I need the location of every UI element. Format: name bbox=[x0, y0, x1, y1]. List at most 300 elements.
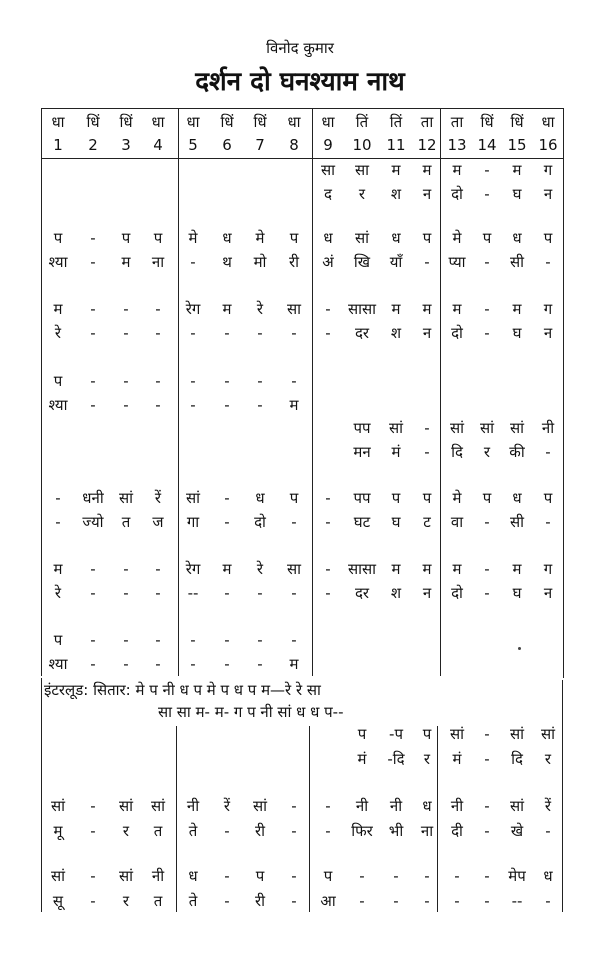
swar-cell: सां bbox=[509, 419, 525, 437]
swar-cell: रे bbox=[54, 584, 62, 602]
swar-cell: प bbox=[323, 867, 333, 885]
swar-cell: ध bbox=[323, 229, 333, 247]
swar-cell: सासा bbox=[347, 300, 377, 318]
beat-number: 8 bbox=[289, 136, 299, 154]
swar-cell: ध bbox=[543, 867, 553, 885]
swar-cell: ज bbox=[152, 513, 164, 531]
swar-cell: म bbox=[391, 560, 401, 578]
swar-cell: प bbox=[422, 725, 432, 743]
swar-cell: - bbox=[224, 513, 230, 531]
swar-cell: - bbox=[484, 725, 490, 743]
swar-cell: प bbox=[53, 631, 63, 649]
swar-cell: - bbox=[484, 324, 490, 342]
swar-cell: म bbox=[289, 396, 299, 414]
swar-cell: मं bbox=[452, 750, 462, 768]
beat-number: 7 bbox=[255, 136, 265, 154]
swar-cell: - bbox=[393, 867, 399, 885]
swar-cell: - bbox=[90, 324, 96, 342]
swar-cell: सां bbox=[388, 419, 404, 437]
swar-cell: ज्यो bbox=[82, 513, 104, 531]
swar-cell: दो bbox=[451, 185, 463, 203]
swar-cell: - bbox=[190, 655, 196, 673]
swar-cell: प bbox=[255, 867, 265, 885]
swar-cell: की bbox=[509, 443, 525, 461]
swar-cell: सां bbox=[449, 725, 465, 743]
swar-cell: - bbox=[123, 584, 129, 602]
swar-cell: - bbox=[90, 253, 96, 271]
beat-number: 4 bbox=[153, 136, 163, 154]
swar-cell: - bbox=[190, 372, 196, 390]
swar-cell: प्या bbox=[448, 253, 466, 271]
swar-cell: - bbox=[123, 655, 129, 673]
swar-cell: - bbox=[424, 867, 430, 885]
swar-cell: सां bbox=[50, 797, 66, 815]
swar-cell: - bbox=[190, 396, 196, 414]
swar-cell: प bbox=[53, 372, 63, 390]
swar-cell: - bbox=[545, 822, 551, 840]
swar-cell: री bbox=[254, 892, 266, 910]
swar-cell: - bbox=[190, 324, 196, 342]
swar-cell: - bbox=[484, 797, 490, 815]
swar-cell: ग bbox=[543, 300, 553, 318]
swar-cell: म bbox=[452, 300, 462, 318]
swar-cell: नी bbox=[541, 419, 555, 437]
swar-cell: मे bbox=[452, 489, 462, 507]
swar-cell: प bbox=[543, 229, 553, 247]
swar-cell: र bbox=[544, 750, 552, 768]
swar-cell: री bbox=[254, 822, 266, 840]
swar-cell: - bbox=[257, 655, 263, 673]
swar-cell: र bbox=[483, 443, 491, 461]
swar-cell: - bbox=[484, 892, 490, 910]
swar-cell: सां bbox=[118, 797, 134, 815]
swar-cell: पप bbox=[353, 489, 371, 507]
swar-cell: प bbox=[482, 489, 492, 507]
swar-cell: - bbox=[291, 797, 297, 815]
swar-cell: - bbox=[484, 300, 490, 318]
swar-cell: घ bbox=[512, 185, 522, 203]
swar-cell: - bbox=[545, 513, 551, 531]
swar-cell: सां bbox=[354, 229, 370, 247]
swar-cell: दर bbox=[354, 324, 370, 342]
swar-cell: - bbox=[90, 372, 96, 390]
swar-cell: -- bbox=[511, 892, 523, 910]
bol-label: ता bbox=[420, 113, 434, 131]
swar-cell: म bbox=[222, 300, 232, 318]
header-top-rule bbox=[41, 108, 563, 109]
swar-cell: रेग bbox=[185, 560, 201, 578]
swar-cell: नी bbox=[355, 797, 369, 815]
swar-cell: - bbox=[224, 631, 230, 649]
swar-cell: - bbox=[257, 372, 263, 390]
vibhag-divider bbox=[41, 678, 42, 912]
swar-cell: म bbox=[53, 560, 63, 578]
swar-cell: नी bbox=[186, 797, 200, 815]
bol-label: ता bbox=[450, 113, 464, 131]
swar-cell: - bbox=[291, 631, 297, 649]
swar-cell: - bbox=[484, 822, 490, 840]
swar-cell: - bbox=[325, 584, 331, 602]
vibhag-divider bbox=[563, 108, 564, 678]
swar-cell: - bbox=[155, 372, 161, 390]
swar-cell: मन bbox=[353, 443, 371, 461]
swar-cell: धनी bbox=[82, 489, 104, 507]
swar-cell: दि bbox=[511, 750, 523, 768]
swar-cell: - bbox=[90, 396, 96, 414]
swar-cell: - bbox=[484, 560, 490, 578]
swar-cell: सा bbox=[320, 161, 336, 179]
swar-cell: - bbox=[454, 892, 460, 910]
swar-cell: - bbox=[123, 560, 129, 578]
swar-cell: खि bbox=[353, 253, 371, 271]
swar-cell: प bbox=[422, 489, 432, 507]
swar-cell: सां bbox=[118, 489, 134, 507]
swar-cell: - bbox=[484, 750, 490, 768]
swar-cell: - bbox=[155, 324, 161, 342]
vibhag-divider bbox=[309, 726, 310, 912]
swar-cell: म bbox=[452, 560, 462, 578]
swar-cell: - bbox=[291, 513, 297, 531]
swar-cell: मो bbox=[253, 253, 267, 271]
swar-cell: सां bbox=[252, 797, 268, 815]
swar-cell: - bbox=[90, 300, 96, 318]
swar-cell: सां bbox=[509, 797, 525, 815]
swar-cell: - bbox=[325, 513, 331, 531]
song-title: दर्शन दो घनश्याम नाथ bbox=[195, 67, 405, 97]
swar-cell: - bbox=[484, 867, 490, 885]
beat-number: 9 bbox=[323, 136, 333, 154]
swar-cell: - bbox=[393, 892, 399, 910]
swar-cell: - bbox=[224, 396, 230, 414]
swar-cell: - bbox=[424, 253, 430, 271]
swar-cell: - bbox=[224, 324, 230, 342]
swar-cell: - bbox=[90, 631, 96, 649]
swar-cell: - bbox=[545, 253, 551, 271]
swar-cell: म bbox=[452, 161, 462, 179]
bol-label: धिं bbox=[253, 113, 267, 131]
swar-cell: म bbox=[289, 655, 299, 673]
swar-cell: - bbox=[90, 655, 96, 673]
swar-cell: दर bbox=[354, 584, 370, 602]
swar-cell: - bbox=[454, 867, 460, 885]
swar-cell: प bbox=[543, 489, 553, 507]
swar-cell: - bbox=[155, 584, 161, 602]
swar-cell: श्या bbox=[48, 655, 68, 673]
swar-cell: प bbox=[121, 229, 131, 247]
swar-cell: प bbox=[153, 229, 163, 247]
swar-cell: ध bbox=[512, 229, 522, 247]
bol-label: धा bbox=[151, 113, 165, 131]
swar-cell: - bbox=[424, 443, 430, 461]
swar-cell: रें bbox=[223, 797, 231, 815]
swar-cell: म bbox=[422, 560, 432, 578]
swar-cell: प bbox=[422, 229, 432, 247]
swar-cell: - bbox=[155, 396, 161, 414]
swar-cell: म bbox=[422, 300, 432, 318]
swar-cell: ग bbox=[543, 161, 553, 179]
swar-cell: म bbox=[512, 560, 522, 578]
swar-cell: - bbox=[484, 161, 490, 179]
swar-cell: सी bbox=[509, 513, 525, 531]
beat-number: 16 bbox=[538, 136, 558, 154]
swar-cell: घ bbox=[512, 584, 522, 602]
swar-cell: मे bbox=[255, 229, 265, 247]
swar-cell: खे bbox=[510, 822, 524, 840]
swar-cell: न bbox=[543, 185, 553, 203]
bol-label: धा bbox=[541, 113, 555, 131]
swar-cell: ध bbox=[512, 489, 522, 507]
swar-cell: - bbox=[291, 822, 297, 840]
swar-cell: ट bbox=[423, 513, 431, 531]
swar-cell: ध bbox=[255, 489, 265, 507]
swar-cell: न bbox=[422, 185, 432, 203]
bol-label: धिं bbox=[480, 113, 494, 131]
swar-cell: प bbox=[289, 229, 299, 247]
swar-cell: सां bbox=[479, 419, 495, 437]
swar-cell: - bbox=[155, 300, 161, 318]
swar-cell: ते bbox=[188, 892, 198, 910]
swar-cell: श bbox=[390, 324, 402, 342]
beat-number: 13 bbox=[447, 136, 467, 154]
bol-label: धिं bbox=[86, 113, 100, 131]
swar-cell: श bbox=[390, 185, 402, 203]
bol-label: धा bbox=[321, 113, 335, 131]
swar-cell: - bbox=[224, 372, 230, 390]
swar-cell: प bbox=[391, 489, 401, 507]
swar-cell: घ bbox=[512, 324, 522, 342]
beat-number: 5 bbox=[188, 136, 198, 154]
swar-cell: - bbox=[123, 300, 129, 318]
swar-cell: -प bbox=[389, 725, 403, 743]
swar-cell: दो bbox=[254, 513, 266, 531]
swar-cell: मं bbox=[391, 443, 401, 461]
swar-cell: त bbox=[121, 513, 131, 531]
swar-cell: - bbox=[484, 513, 490, 531]
swar-cell: - bbox=[123, 396, 129, 414]
swar-cell: ग bbox=[543, 560, 553, 578]
swar-cell: सां bbox=[509, 725, 525, 743]
swar-cell: सासा bbox=[347, 560, 377, 578]
swar-cell: सा bbox=[286, 560, 302, 578]
swar-cell: - bbox=[224, 584, 230, 602]
swar-cell: म bbox=[391, 161, 401, 179]
swar-cell: सा bbox=[354, 161, 370, 179]
vibhag-divider bbox=[176, 726, 177, 912]
swar-cell: ना bbox=[151, 253, 165, 271]
swar-cell: - bbox=[155, 631, 161, 649]
swar-cell: - bbox=[90, 229, 96, 247]
swar-cell: - bbox=[224, 892, 230, 910]
swar-cell: घट bbox=[353, 513, 371, 531]
swar-cell: - bbox=[55, 489, 61, 507]
swar-cell: -- bbox=[187, 584, 199, 602]
swar-cell: - bbox=[257, 584, 263, 602]
swar-cell: - bbox=[90, 822, 96, 840]
swar-cell: - bbox=[90, 892, 96, 910]
swar-cell: - bbox=[359, 867, 365, 885]
swar-cell: - bbox=[424, 419, 430, 437]
swar-cell: - bbox=[90, 584, 96, 602]
header-bottom-rule bbox=[41, 158, 563, 159]
swar-cell: श bbox=[390, 584, 402, 602]
swar-cell: - bbox=[545, 892, 551, 910]
swar-cell: - bbox=[123, 372, 129, 390]
bol-label: तिं bbox=[389, 113, 403, 131]
swar-cell: प bbox=[482, 229, 492, 247]
swar-cell: रे bbox=[256, 300, 264, 318]
swar-cell: रे bbox=[54, 324, 62, 342]
swar-cell: री bbox=[288, 253, 300, 271]
swar-cell: - bbox=[90, 797, 96, 815]
swar-cell: फिर bbox=[351, 822, 373, 840]
swar-cell: - bbox=[123, 324, 129, 342]
swar-cell: सां bbox=[150, 797, 166, 815]
swar-cell: प bbox=[357, 725, 367, 743]
swar-cell: - bbox=[291, 324, 297, 342]
swar-cell: सां bbox=[50, 867, 66, 885]
swar-cell: थ bbox=[222, 253, 232, 271]
swar-cell: - bbox=[55, 513, 61, 531]
beat-number: 3 bbox=[121, 136, 131, 154]
swar-cell: सां bbox=[449, 419, 465, 437]
swar-cell: - bbox=[291, 584, 297, 602]
beat-number: 6 bbox=[222, 136, 232, 154]
swar-cell: गा bbox=[186, 513, 200, 531]
swar-cell: ध bbox=[422, 797, 432, 815]
swar-cell: मं bbox=[357, 750, 367, 768]
swar-cell: - bbox=[224, 867, 230, 885]
swar-cell: त bbox=[153, 892, 163, 910]
swar-cell: - bbox=[484, 185, 490, 203]
beat-number: 12 bbox=[417, 136, 437, 154]
bol-label: धा bbox=[287, 113, 301, 131]
swar-cell: - bbox=[224, 489, 230, 507]
swar-cell: - bbox=[325, 797, 331, 815]
swar-cell: त bbox=[153, 822, 163, 840]
swar-cell: ध bbox=[222, 229, 232, 247]
swar-cell: श्या bbox=[48, 253, 68, 271]
swar-cell: नी bbox=[151, 867, 165, 885]
interlude-line-2: सा सा म- म- ग प नी सां ध ध प-- bbox=[158, 703, 344, 721]
beat-number: 10 bbox=[352, 136, 372, 154]
swar-cell: न bbox=[543, 324, 553, 342]
bol-label: धिं bbox=[119, 113, 133, 131]
vibhag-divider bbox=[41, 108, 42, 676]
swar-cell: न bbox=[543, 584, 553, 602]
swar-cell: - bbox=[484, 253, 490, 271]
swar-cell: घ bbox=[391, 513, 401, 531]
swar-cell: म bbox=[512, 300, 522, 318]
swar-cell: - bbox=[325, 822, 331, 840]
swar-cell: - bbox=[325, 324, 331, 342]
swar-cell: ध bbox=[188, 867, 198, 885]
swar-cell: द bbox=[324, 185, 332, 203]
swar-cell: म bbox=[512, 161, 522, 179]
bol-label: तिं bbox=[355, 113, 369, 131]
swar-cell: नी bbox=[389, 797, 403, 815]
swar-cell: दि bbox=[451, 443, 463, 461]
swar-cell: वा bbox=[450, 513, 464, 531]
swar-cell: म bbox=[222, 560, 232, 578]
swar-cell: दी bbox=[451, 822, 463, 840]
swar-cell: - bbox=[190, 631, 196, 649]
beat-number: 15 bbox=[507, 136, 527, 154]
bol-label: धिं bbox=[220, 113, 234, 131]
swar-cell: - bbox=[257, 396, 263, 414]
swar-cell: रेग bbox=[185, 300, 201, 318]
swar-cell: रें bbox=[154, 489, 162, 507]
swar-cell: पप bbox=[353, 419, 371, 437]
author-name: विनोद कुमार bbox=[266, 39, 334, 57]
swar-cell: सा bbox=[286, 300, 302, 318]
swar-cell: भी bbox=[388, 822, 404, 840]
swar-cell: - bbox=[545, 443, 551, 461]
swar-cell: - bbox=[224, 822, 230, 840]
swar-cell: मू bbox=[53, 822, 63, 840]
swar-cell: - bbox=[90, 560, 96, 578]
swar-cell: प bbox=[289, 489, 299, 507]
beat-number: 14 bbox=[477, 136, 497, 154]
beat-number: 1 bbox=[53, 136, 63, 154]
swar-cell: - bbox=[155, 655, 161, 673]
swar-cell: सां bbox=[540, 725, 556, 743]
swar-cell: र bbox=[423, 750, 431, 768]
swar-cell: - bbox=[291, 372, 297, 390]
swar-cell: - bbox=[155, 560, 161, 578]
swar-cell: - bbox=[224, 655, 230, 673]
swar-cell: र bbox=[122, 892, 130, 910]
swar-cell: - bbox=[325, 300, 331, 318]
swar-cell: याँ bbox=[389, 253, 403, 271]
swar-cell: र bbox=[122, 822, 130, 840]
swar-cell: - bbox=[257, 324, 263, 342]
swar-cell: - bbox=[291, 867, 297, 885]
swar-cell: नी bbox=[450, 797, 464, 815]
swar-cell: - bbox=[257, 631, 263, 649]
swar-cell: - bbox=[359, 892, 365, 910]
swar-cell: - bbox=[190, 253, 196, 271]
swar-cell: रें bbox=[544, 797, 552, 815]
swar-cell: - bbox=[123, 631, 129, 649]
bol-label: धा bbox=[186, 113, 200, 131]
bol-label: धा bbox=[51, 113, 65, 131]
swar-cell: - bbox=[484, 584, 490, 602]
bol-label: धिं bbox=[510, 113, 524, 131]
swar-cell: दो bbox=[451, 584, 463, 602]
swar-cell: दो bbox=[451, 324, 463, 342]
swar-cell: ते bbox=[188, 822, 198, 840]
swar-cell: मे bbox=[188, 229, 198, 247]
swar-cell: सां bbox=[185, 489, 201, 507]
swar-cell: न bbox=[422, 584, 432, 602]
swar-cell: रे bbox=[256, 560, 264, 578]
swar-cell: अं bbox=[322, 253, 334, 271]
swar-cell: मेप bbox=[508, 867, 526, 885]
swar-cell: श्या bbox=[48, 396, 68, 414]
swar-cell: सी bbox=[509, 253, 525, 271]
swar-cell: न bbox=[422, 324, 432, 342]
swar-cell: ना bbox=[420, 822, 434, 840]
beat-number: 2 bbox=[88, 136, 98, 154]
swar-cell: म bbox=[121, 253, 131, 271]
swar-cell: मे bbox=[452, 229, 462, 247]
swar-cell: - bbox=[424, 892, 430, 910]
swar-cell: - bbox=[325, 489, 331, 507]
swar-cell: म bbox=[422, 161, 432, 179]
swar-cell: सू bbox=[52, 892, 64, 910]
interlude-line-1: इंटरलूड: सितार: मे प नी ध प मे प ध प म—रे रे सा bbox=[44, 681, 321, 699]
swar-cell: ध bbox=[391, 229, 401, 247]
